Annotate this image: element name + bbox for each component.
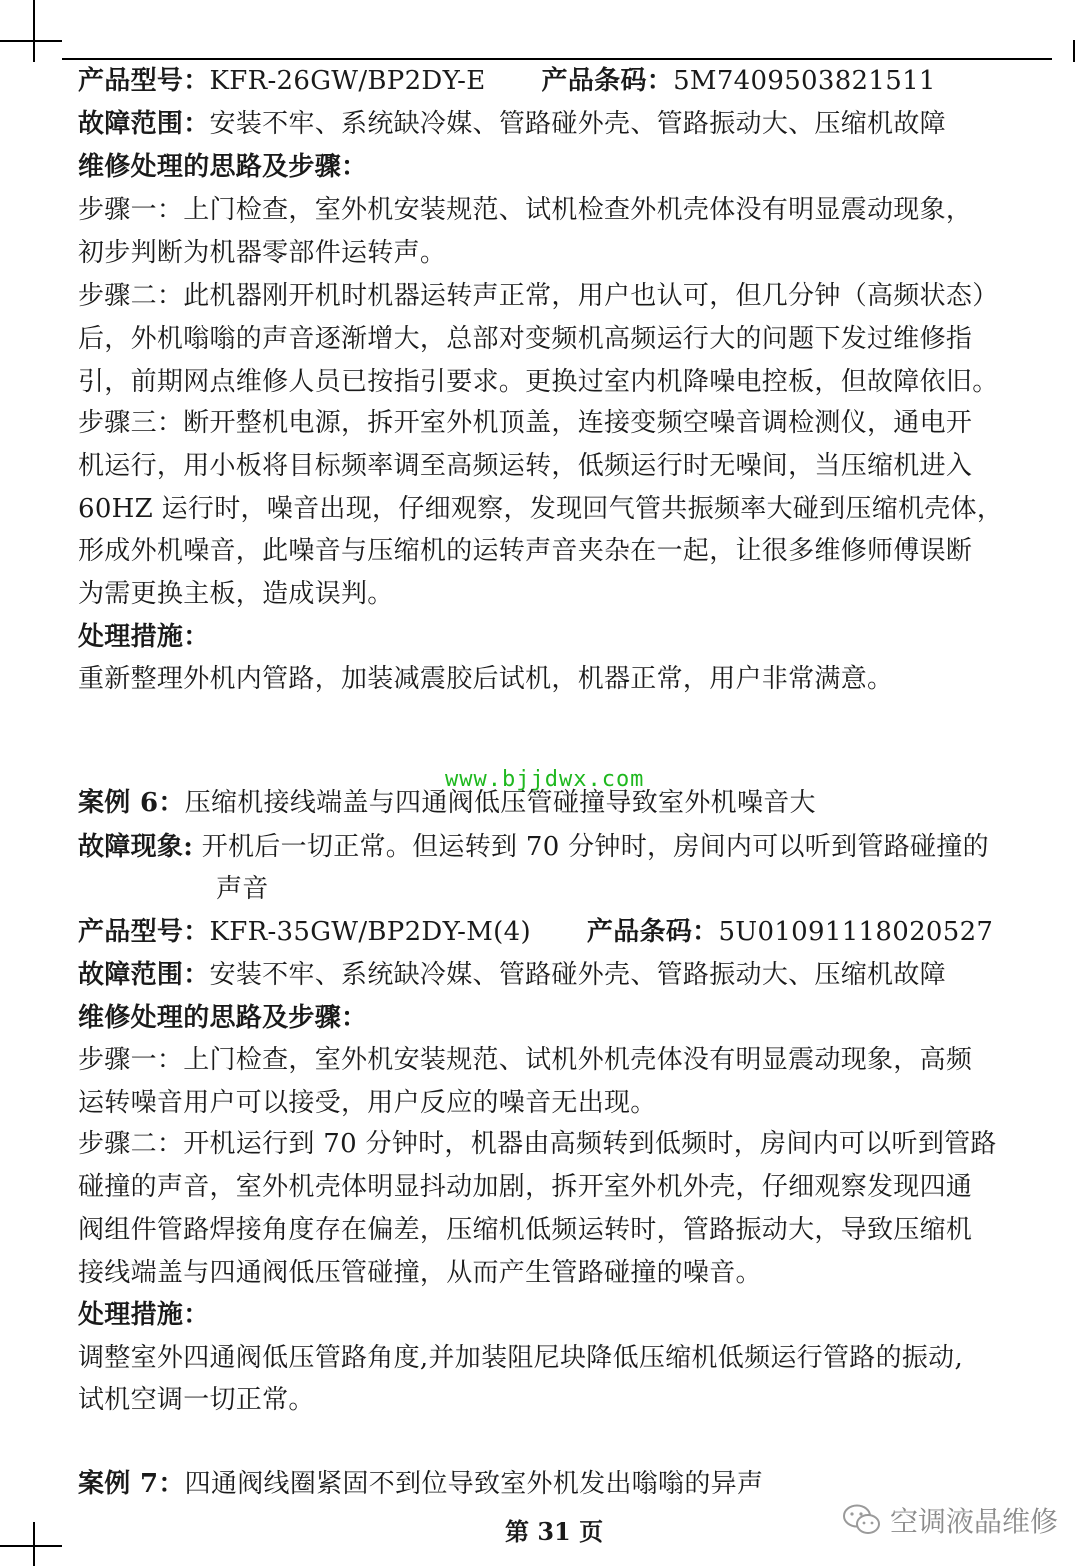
product-info-line: 产品型号：KFR-35GW/BP2DY-M(4) 产品条码：5U01091118020527 <box>78 917 994 947</box>
measure-text: 重新整理外机内管路，加装减震胶后试机，机器正常，用户非常满意。 <box>78 664 894 694</box>
steps-heading: 维修处理的思路及步骤： <box>78 1003 368 1033</box>
logo-text: 空调液晶维修 <box>890 1505 1059 1538</box>
watermark-url: www.bjjdwx.com <box>445 767 645 792</box>
model-value: KFR-26GW/BP2DY-E <box>209 66 486 96</box>
body-line: 引，前期网点维修人员已按指引要求。更换过室内机降噪电控板，但故障依旧。 <box>78 367 999 397</box>
case-7-title: 案例 7：四通阀线圈紧固不到位导致室外机发出嗡嗡的异声 <box>78 1469 764 1499</box>
body-line: 机运行，用小板将目标频率调至高频运转，低频运行时无噪间，当压缩机进入 <box>78 451 973 481</box>
body-line: 后，外机嗡嗡的声音逐渐增大，总部对变频机高频运行大的问题下发过维修指 <box>78 324 973 354</box>
measure-heading: 处理措施： <box>78 622 210 652</box>
measure-text: 试机空调一切正常。 <box>78 1385 315 1415</box>
crop-mark-bottom-left-v <box>33 1522 35 1566</box>
case-6-symptom-cont: 声音 <box>216 874 269 904</box>
body-line: 初步判断为机器零部件运转声。 <box>78 238 447 268</box>
case-6-symptom: 故障现象: 开机后一切正常。但运转到 70 分钟时，房间内可以听到管路碰撞的 <box>78 832 989 862</box>
crop-mark-bottom-left-h <box>0 1545 62 1547</box>
wechat-logo <box>842 1500 1058 1540</box>
crop-mark-top-left-v <box>33 0 35 62</box>
body-line: 阀组件管路焊接角度存在偏差，压缩机低频运转时，管路振动大，导致压缩机 <box>78 1215 973 1245</box>
barcode-value: 5U01091118020527 <box>718 917 994 947</box>
body-line: 碰撞的声音，室外机壳体明显抖动加剧，拆开室外机外壳，仔细观察发现四通 <box>78 1172 973 1202</box>
page-number: 第 31 页 <box>505 1517 604 1546</box>
steps-heading: 维修处理的思路及步骤： <box>78 152 368 182</box>
body-line: 步骤一：上门检查，室外机安装规范、试机检查外机壳体没有明显震动现象， <box>78 195 973 225</box>
measure-text: 调整室外四通阀低压管路角度,并加装阻尼块降低压缩机低频运行管路的振动, <box>78 1343 964 1373</box>
product-info-line: 产品型号：KFR-26GW/BP2DY-E 产品条码：5M7409503821511 <box>78 66 936 96</box>
body-line: 60HZ 运行时，噪音出现，仔细观察，发现回气管共振频率大碰到压缩机壳体， <box>78 494 1004 524</box>
body-line: 形成外机噪音，此噪音与压缩机的运转声音夹杂在一起，让很多维修师傅误断 <box>78 536 973 566</box>
crop-mark-top-left-h <box>0 40 62 42</box>
fault-scope-line: 故障范围：安装不牢、系统缺冷媒、管路碰外壳、管路振动大、压缩机故障 <box>78 109 946 139</box>
fault-scope-line: 故障范围：安装不牢、系统缺冷媒、管路碰外壳、管路振动大、压缩机故障 <box>78 960 946 990</box>
body-line: 接线端盖与四通阀低压管碰撞，从而产生管路碰撞的噪音。 <box>78 1258 762 1288</box>
body-line: 运转噪音用户可以接受，用户反应的噪音无出现。 <box>78 1088 657 1118</box>
wechat-icon <box>842 1503 882 1537</box>
body-line: 步骤二：此机器刚开机时机器运转声正常，用户也认可，但几分钟（高频状态） <box>78 281 999 311</box>
barcode-value: 5M7409503821511 <box>673 66 936 96</box>
body-line: 步骤一：上门检查，室外机安装规范、试机外机壳体没有明显震动现象，高频 <box>78 1045 973 1075</box>
case-6-title: 案例 6：压缩机接线端盖与四通阀低压管碰撞导致室外机噪音大 <box>78 788 816 818</box>
body-line: 步骤二：开机运行到 70 分钟时，机器由高频转到低频时，房间内可以听到管路 <box>78 1129 997 1159</box>
body-line: 步骤三：断开整机电源，拆开室外机顶盖，连接变频空噪音调检测仪，通电开 <box>78 408 973 438</box>
measure-heading: 处理措施： <box>78 1300 210 1330</box>
body-line: 为需更换主板，造成误判。 <box>78 579 394 609</box>
crop-mark-top-right-v <box>1073 40 1075 62</box>
header-rule <box>62 58 1052 60</box>
model-value: KFR-35GW/BP2DY-M(4) <box>209 917 531 947</box>
